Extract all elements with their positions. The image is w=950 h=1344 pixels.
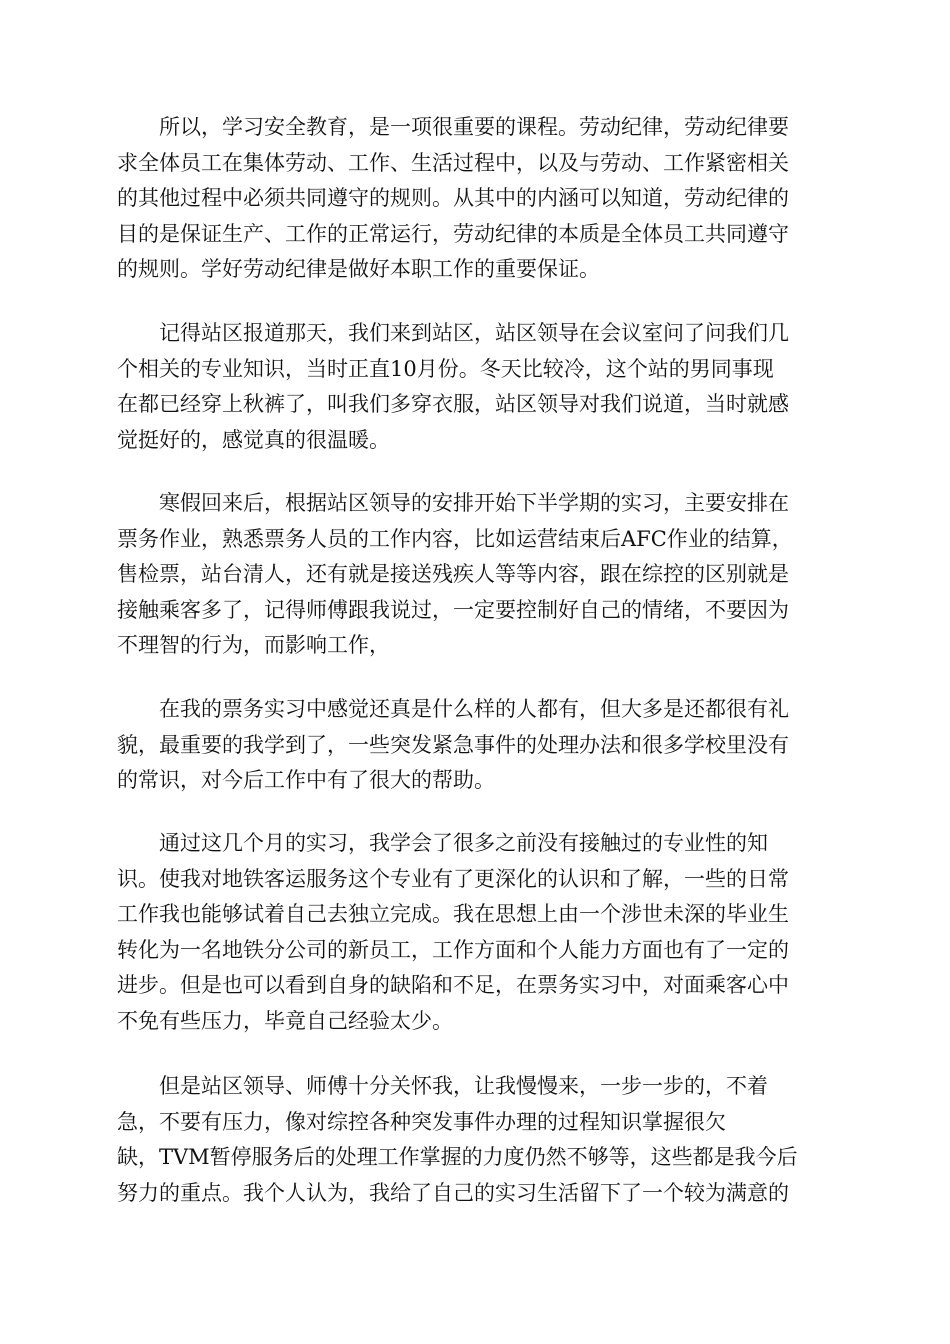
paragraph-station-report-day	[117, 316, 789, 458]
paragraph-ticketing-internship	[117, 486, 793, 664]
text-line: 进步。但是也可以看到自身的缺陷和不足，在票务实习中，对面乘客心中	[117, 973, 789, 997]
text-line: 寒假回来后，根据站区领导的安排开始下半学期的实习，主要安排在	[159, 491, 789, 515]
text-line: 售检票，站台清人，还有就是接送残疾人等等内容，跟在综控的区别就是	[117, 562, 789, 586]
text-line: 不免有些压力，毕竟自己经验太少。	[117, 1008, 453, 1033]
text-line: 的规则。学好劳动纪律是做好本职工作的重要保证。	[117, 257, 600, 281]
paragraph-internship-summary	[117, 826, 789, 1039]
text-line: 识。使我对地铁客运服务这个专业有了更深化的认识和了解，一些的日常	[117, 866, 789, 891]
text-line: 接触乘客多了，记得师傅跟我说过，一定要控制好自己的情绪，不要因为	[117, 597, 789, 622]
paragraph-safety-education	[117, 110, 789, 288]
text-line: 的常识，对今后工作中有了很大的帮助。	[117, 768, 495, 792]
text-line: 觉挺好的，感觉真的很温暖。	[117, 427, 390, 452]
text-line: 但是站区领导、师傅十分关怀我，让我慢慢来，一步一步的，不着	[159, 1074, 768, 1098]
text-line: 的其他过程中必须共同遵守的规则。从其中的内涵可以知道，劳动纪律的	[117, 186, 789, 210]
text-line: 急，不要有压力，像对综控各种突发事件办理的过程知识掌握很欠	[117, 1109, 726, 1134]
text-line: 在我的票务实习中感觉还真是什么样的人都有，但大多是还都很有礼	[159, 697, 789, 721]
text-line: 目的是保证生产、工作的正常运行，劳动纪律的本质是全体员工共同遵守	[117, 221, 789, 246]
paragraph-mentor-care	[117, 1069, 798, 1211]
text-line: 转化为一名地铁分公司的新员工，工作方面和个人能力方面也有了一定的	[117, 937, 789, 962]
text-line: 通过这几个月的实习，我学会了很多之前没有接触过的专业性的知	[159, 831, 768, 855]
text-line: 记得站区报道那天，我们来到站区，站区领导在会议室问了问我们几	[159, 321, 789, 345]
text-line: 努力的重点。我个人认为，我给了自己的实习生活留下了一个较为满意的	[117, 1180, 789, 1205]
text-line: 求全体员工在集体劳动、工作、生活过程中，以及与劳动、工作紧密相关	[117, 150, 789, 175]
text-line: 缺，TVM暂停服务后的处理工作掌握的力度仍然不够等，这些都是我今后	[117, 1145, 798, 1169]
text-line: 个相关的专业知识，当时正直10月份。冬天比较冷，这个站的男同事现	[117, 356, 774, 381]
text-line: 貌，最重要的我学到了，一些突发紧急事件的处理办法和很多学校里没有	[117, 732, 789, 757]
text-line: 票务作业，熟悉票务人员的工作内容，比如运营结束后AFC作业的结算，	[117, 526, 793, 551]
text-line: 工作我也能够试着自己去独立完成。我在思想上由一个涉世未深的毕业生	[117, 902, 789, 926]
paragraph-ticketing-experience	[117, 692, 789, 799]
text-line: 所以，学习安全教育，是一项很重要的课程。劳动纪律，劳动纪律要	[159, 115, 789, 139]
text-line: 不理智的行为，而影响工作，	[117, 633, 390, 657]
text-line: 在都已经穿上秋裤了，叫我们多穿衣服，站区领导对我们说道，当时就感	[117, 392, 789, 416]
